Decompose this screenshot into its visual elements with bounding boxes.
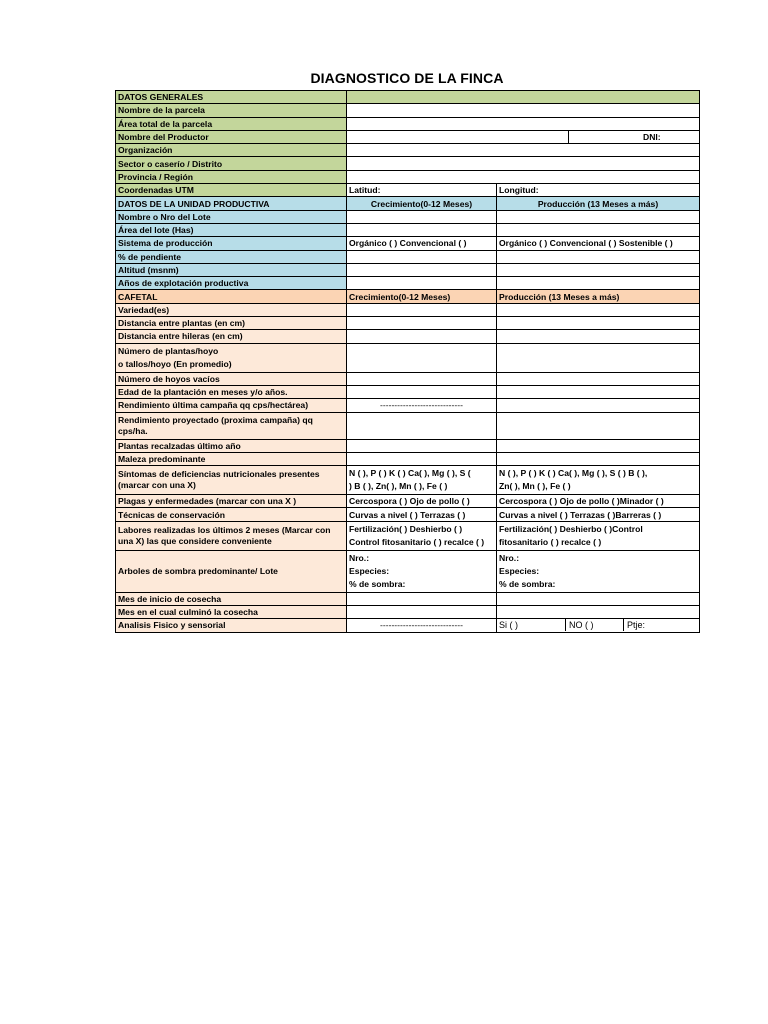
- label-sistema: Sistema de producción: [116, 237, 347, 250]
- table-row: [116, 619, 700, 632]
- field-labores-prod[interactable]: [497, 521, 700, 550]
- table-row: [116, 290, 700, 303]
- field-maleza-prod[interactable]: [497, 452, 700, 465]
- label-num-plantas-line2: o tallos/hoyo (En promedio): [118, 358, 232, 369]
- table-row: [116, 372, 700, 385]
- field-mes-culmino-prod[interactable]: [497, 606, 700, 619]
- field-nombre-lote-crec[interactable]: [347, 210, 497, 223]
- field-dist-plantas-crec[interactable]: [347, 317, 497, 330]
- table-row: [116, 263, 700, 276]
- field-nombre-productor[interactable]: [347, 130, 569, 143]
- table-row: [116, 277, 700, 290]
- table-row: [116, 452, 700, 465]
- table-row: [116, 91, 700, 104]
- field-sistema-prod[interactable]: Orgánico ( ) Convencional ( ) Sostenible ( ): [497, 237, 700, 250]
- label-plagas: Plagas y enfermedades (marcar con una X ): [116, 495, 347, 508]
- label-labores: Labores realizadas los últimos 2 meses (Marcar con una X) las que considere conveniente: [116, 521, 347, 550]
- table-row: [116, 317, 700, 330]
- field-latitud[interactable]: Latitud:: [347, 184, 497, 197]
- label-nombre-parcela: Nombre de la parcela: [116, 104, 347, 117]
- table-row: [116, 130, 700, 143]
- table-row: [116, 412, 700, 439]
- sintomas-prod-line1: N ( ), P ( ) K ( ) Ca( ), Mg ( ), S ( ) B ( ),: [499, 468, 648, 479]
- field-plantas-recalzadas-crec[interactable]: [347, 439, 497, 452]
- header-cafetal-crecimiento: Crecimiento(0-12 Meses): [347, 290, 497, 303]
- arboles-prod-nro: Nro.:: [499, 552, 520, 563]
- label-nombre-lote: Nombre o Nro del Lote: [116, 210, 347, 223]
- label-edad: Edad de la plantación en meses y/o años.: [116, 385, 347, 398]
- label-sector: Sector o caserío / Distrito: [116, 157, 347, 170]
- table-row: [116, 466, 700, 495]
- sintomas-crec-line2: ) B ( ), Zn( ), Mn ( ), Fe ( ): [349, 481, 448, 492]
- label-altitud: Altitud (msnm): [116, 263, 347, 276]
- table-row: [116, 184, 700, 197]
- field-pendiente-crec[interactable]: [347, 250, 497, 263]
- field-mes-culmino-crec[interactable]: [347, 606, 497, 619]
- table-row: [116, 157, 700, 170]
- field-longitud[interactable]: Longitud:: [497, 184, 700, 197]
- table-row: [116, 343, 700, 372]
- label-sintomas: Síntomas de deficiencias nutricionales presentes (marcar con una X): [116, 466, 347, 495]
- field-nombre-parcela[interactable]: [347, 104, 700, 117]
- table-row: [116, 330, 700, 343]
- field-mes-inicio-crec[interactable]: [347, 592, 497, 605]
- table-row: [116, 197, 700, 210]
- field-plantas-recalzadas-prod[interactable]: [497, 439, 700, 452]
- analisis-no[interactable]: NO ( ): [565, 619, 623, 631]
- label-tecnicas: Técnicas de conservación: [116, 508, 347, 521]
- label-mes-culmino: Mes en el cual culminó la cosecha: [116, 606, 347, 619]
- field-anos-explotacion-prod[interactable]: [497, 277, 700, 290]
- label-dist-hileras: Distancia entre hileras (en cm): [116, 330, 347, 343]
- field-hoyos-vacios-crec[interactable]: [347, 372, 497, 385]
- field-sector[interactable]: [347, 157, 700, 170]
- label-dist-plantas: Distancia entre plantas (en cm): [116, 317, 347, 330]
- table-row: [116, 439, 700, 452]
- table-row: [116, 303, 700, 316]
- section-header-datos-generales: DATOS GENERALES: [116, 91, 347, 104]
- table-row: [116, 250, 700, 263]
- field-variedad-crec[interactable]: [347, 303, 497, 316]
- label-organizacion: Organización: [116, 144, 347, 157]
- field-analisis-crec: -----------------------------: [347, 619, 497, 632]
- arboles-prod-especies: Especies:: [499, 565, 540, 576]
- header-crecimiento: Crecimiento(0-12 Meses): [347, 197, 497, 210]
- sintomas-prod-line2: Zn( ), Mn ( ), Fe ( ): [499, 481, 571, 492]
- labores-prod-line2: fitosanitario ( ) recalce ( ): [499, 536, 602, 547]
- analisis-options: [499, 619, 697, 631]
- arboles-crec-nro: Nro.:: [349, 552, 370, 563]
- label-num-plantas-line1: Número de plantas/hoyo: [118, 345, 219, 356]
- analisis-si[interactable]: Si ( ): [499, 620, 518, 631]
- field-area-total[interactable]: [347, 117, 700, 130]
- table-row: [116, 223, 700, 236]
- arboles-crec-sombra: % de sombra:: [349, 578, 406, 589]
- label-arboles: Arboles de sombra predominante/ Lote: [116, 550, 347, 592]
- label-analisis: Analisis Fisico y sensorial: [116, 619, 347, 632]
- arboles-prod-sombra: % de sombra:: [499, 578, 556, 589]
- table-row: [116, 144, 700, 157]
- field-dist-hileras-prod[interactable]: [497, 330, 700, 343]
- label-coordenadas: Coordenadas UTM: [116, 184, 347, 197]
- field-altitud-crec[interactable]: [347, 263, 497, 276]
- label-hoyos-vacios: Número de hoyos vacíos: [116, 372, 347, 385]
- field-num-plantas-prod[interactable]: [497, 343, 700, 372]
- field-maleza-crec[interactable]: [347, 452, 497, 465]
- label-nombre-productor: Nombre del Productor: [116, 130, 347, 143]
- label-anos-explotacion: Años de explotación productiva: [116, 277, 347, 290]
- field-provincia[interactable]: [347, 170, 700, 183]
- field-num-plantas-crec[interactable]: [347, 343, 497, 372]
- labores-crec-line2: Control fitosanitario ( ) recalce ( ): [349, 536, 485, 547]
- field-labores-crec[interactable]: [347, 521, 497, 550]
- label-mes-inicio: Mes de inicio de cosecha: [116, 592, 347, 605]
- field-rend-ultima-prod[interactable]: [497, 399, 700, 412]
- field-rend-proyectado-prod[interactable]: [497, 412, 700, 439]
- table-row: [116, 237, 700, 250]
- analisis-ptje[interactable]: Ptje:: [623, 619, 645, 631]
- label-pendiente: % de pendiente: [116, 250, 347, 263]
- table-row: [116, 521, 700, 550]
- field-plagas-crec[interactable]: Cercospora ( ) Ojo de pollo ( ): [347, 495, 497, 508]
- table-row: [116, 606, 700, 619]
- table-row: [116, 117, 700, 130]
- label-num-plantas: [116, 343, 347, 372]
- table-row: [116, 170, 700, 183]
- field-analisis-prod[interactable]: [497, 619, 700, 632]
- label-plantas-recalzadas: Plantas recalzadas último año: [116, 439, 347, 452]
- arboles-crec-especies: Especies:: [349, 565, 390, 576]
- field-pendiente-prod[interactable]: [497, 250, 700, 263]
- farm-diagnosis-form: [115, 90, 700, 633]
- table-row: [116, 399, 700, 412]
- field-dist-hileras-crec[interactable]: [347, 330, 497, 343]
- field-area-lote-crec[interactable]: [347, 223, 497, 236]
- label-provincia: Provincia / Región: [116, 170, 347, 183]
- label-area-lote: Área del lote (Has): [116, 223, 347, 236]
- field-edad-prod[interactable]: [497, 385, 700, 398]
- header-cafetal-produccion: Producción (13 Meses a más): [497, 290, 700, 303]
- label-rend-proyectado: Rendimiento proyectado (proxima campaña) qq cps/ha.: [116, 412, 347, 439]
- table-row: [116, 592, 700, 605]
- field-sintomas-prod[interactable]: [497, 466, 700, 495]
- field-organizacion[interactable]: [347, 144, 700, 157]
- field-edad-crec[interactable]: [347, 385, 497, 398]
- field-sintomas-crec[interactable]: [347, 466, 497, 495]
- labores-crec-line1: Fertilización( ) Deshierbo ( ): [349, 523, 463, 534]
- header-produccion: Producción (13 Meses a más): [497, 197, 700, 210]
- label-area-total: Área total de la parcela: [116, 117, 347, 130]
- field-arboles-prod[interactable]: [497, 550, 700, 592]
- table-row: [116, 210, 700, 223]
- table-row: [116, 104, 700, 117]
- page-title: DIAGNOSTICO DE LA FINCA: [310, 70, 504, 86]
- field-mes-inicio-prod[interactable]: [497, 592, 700, 605]
- field-nombre-lote-prod[interactable]: [497, 210, 700, 223]
- field-dni[interactable]: [569, 130, 700, 143]
- field-tecnicas-crec[interactable]: Curvas a nivel ( ) Terrazas ( ): [347, 508, 497, 521]
- field-rend-ultima-crec: -----------------------------: [347, 399, 497, 412]
- section-header-unidad-productiva: DATOS DE LA UNIDAD PRODUCTIVA: [116, 197, 347, 210]
- table-row: [116, 550, 700, 592]
- table-row: [116, 385, 700, 398]
- field-variedad-prod[interactable]: [497, 303, 700, 316]
- label-rend-ultima: Rendimiento última campaña qq cps/hectárea): [116, 399, 347, 412]
- field-tecnicas-prod[interactable]: Curvas a nivel ( ) Terrazas ( )Barreras ( ): [497, 508, 700, 521]
- label-variedad: Variedad(es): [116, 303, 347, 316]
- table-row: [116, 495, 700, 508]
- section-header-fill: [347, 91, 700, 104]
- field-sistema-crec[interactable]: Orgánico ( ) Convencional ( ): [347, 237, 497, 250]
- field-rend-proyectado-crec[interactable]: [347, 412, 497, 439]
- table-row: [116, 508, 700, 521]
- field-anos-explotacion-crec[interactable]: [347, 277, 497, 290]
- field-arboles-crec[interactable]: [347, 550, 497, 592]
- field-plagas-prod[interactable]: Cercospora ( ) Ojo de pollo ( )Minador ( ): [497, 495, 700, 508]
- section-header-cafetal: CAFETAL: [116, 290, 347, 303]
- labores-prod-line1: Fertilización( ) Deshierbo ( )Control: [499, 523, 643, 534]
- label-dni: DNI:: [643, 131, 661, 142]
- label-maleza: Maleza predominante: [116, 452, 347, 465]
- field-dist-plantas-prod[interactable]: [497, 317, 700, 330]
- field-area-lote-prod[interactable]: [497, 223, 700, 236]
- field-hoyos-vacios-prod[interactable]: [497, 372, 700, 385]
- field-altitud-prod[interactable]: [497, 263, 700, 276]
- sintomas-crec-line1: N ( ), P ( ) K ( ) Ca( ), Mg ( ), S (: [349, 468, 471, 479]
